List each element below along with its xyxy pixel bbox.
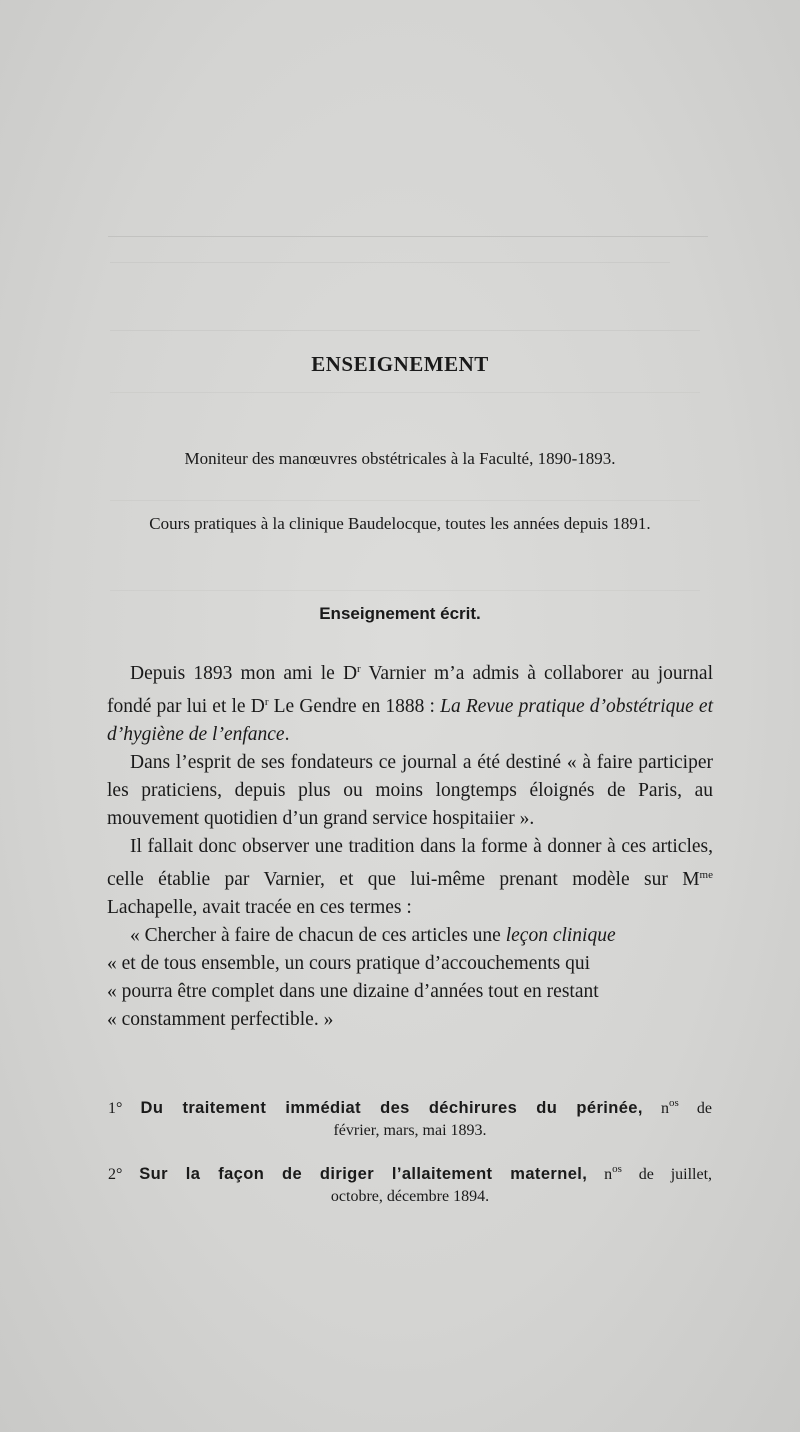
journal-title: La Revue pratique d’obstétrique et d’hygiène de l’enfance (107, 696, 714, 745)
paragraph-3: Il fallait donc observer une tradition dans la forme à donner à ces articles, celle établie par Varnier, et que lui-même prenant modèle sur $M^{me}$ Lachapelle, avait tracée en ces termes : (107, 836, 713, 918)
teaching-line-1: Moniteur des manœuvres obstétricales à la Faculté, 1890-1893. (184, 449, 616, 468)
paragraph-1: Depuis 1893 mon ami le $D^r$ Varnier m’a admis à collaborer au journal fondé par lui et le $D^r$ Le Gendre en 1888 : La Revue pratique d’obstétrique et d’hygiène de l’enfance. (107, 663, 714, 745)
reference-item: 1° Du traitement immédiat des déchirures du périnée, $n^{os}$ de février, mars, mai 1893. (108, 1097, 713, 1139)
body-text (107, 655, 713, 1034)
section-subheading: Enseignement écrit. (319, 604, 481, 623)
page-title: ENSEIGNEMENT (311, 352, 489, 376)
quote-line-1: « Chercher à faire de chacun de ces articles une leçon clinique (130, 925, 616, 946)
quote-line-3: « pourra être complet dans une dizaine d’années tout en restant (107, 981, 599, 1002)
bleed-through-rule (108, 236, 708, 237)
quote-line-4: « constamment perfectible. » (107, 1009, 334, 1030)
paragraph-2: Dans l’esprit de ses fondateurs ce journal a été destiné « à faire participer les praticiens, depuis plus ou moins longtemps éloignés de Paris, au mouvement quotidien d’un grand service hospitaiier ». (107, 752, 713, 829)
reference-item: 2° Sur la façon de diriger l’allaitement maternel, $n^{os}$ de juillet, octobre, décembre 1894. (108, 1163, 713, 1205)
reference-title: Sur la façon de diriger l’allaitement maternel, (139, 1165, 588, 1183)
teaching-line-2: Cours pratiques à la clinique Baudelocque, toutes les années depuis 1891. (149, 514, 651, 533)
reference-title: Du traitement immédiat des déchirures du périnée, (140, 1099, 643, 1117)
quote-line-2: « et de tous ensemble, un cours pratique d’accouchements qui (107, 953, 591, 974)
